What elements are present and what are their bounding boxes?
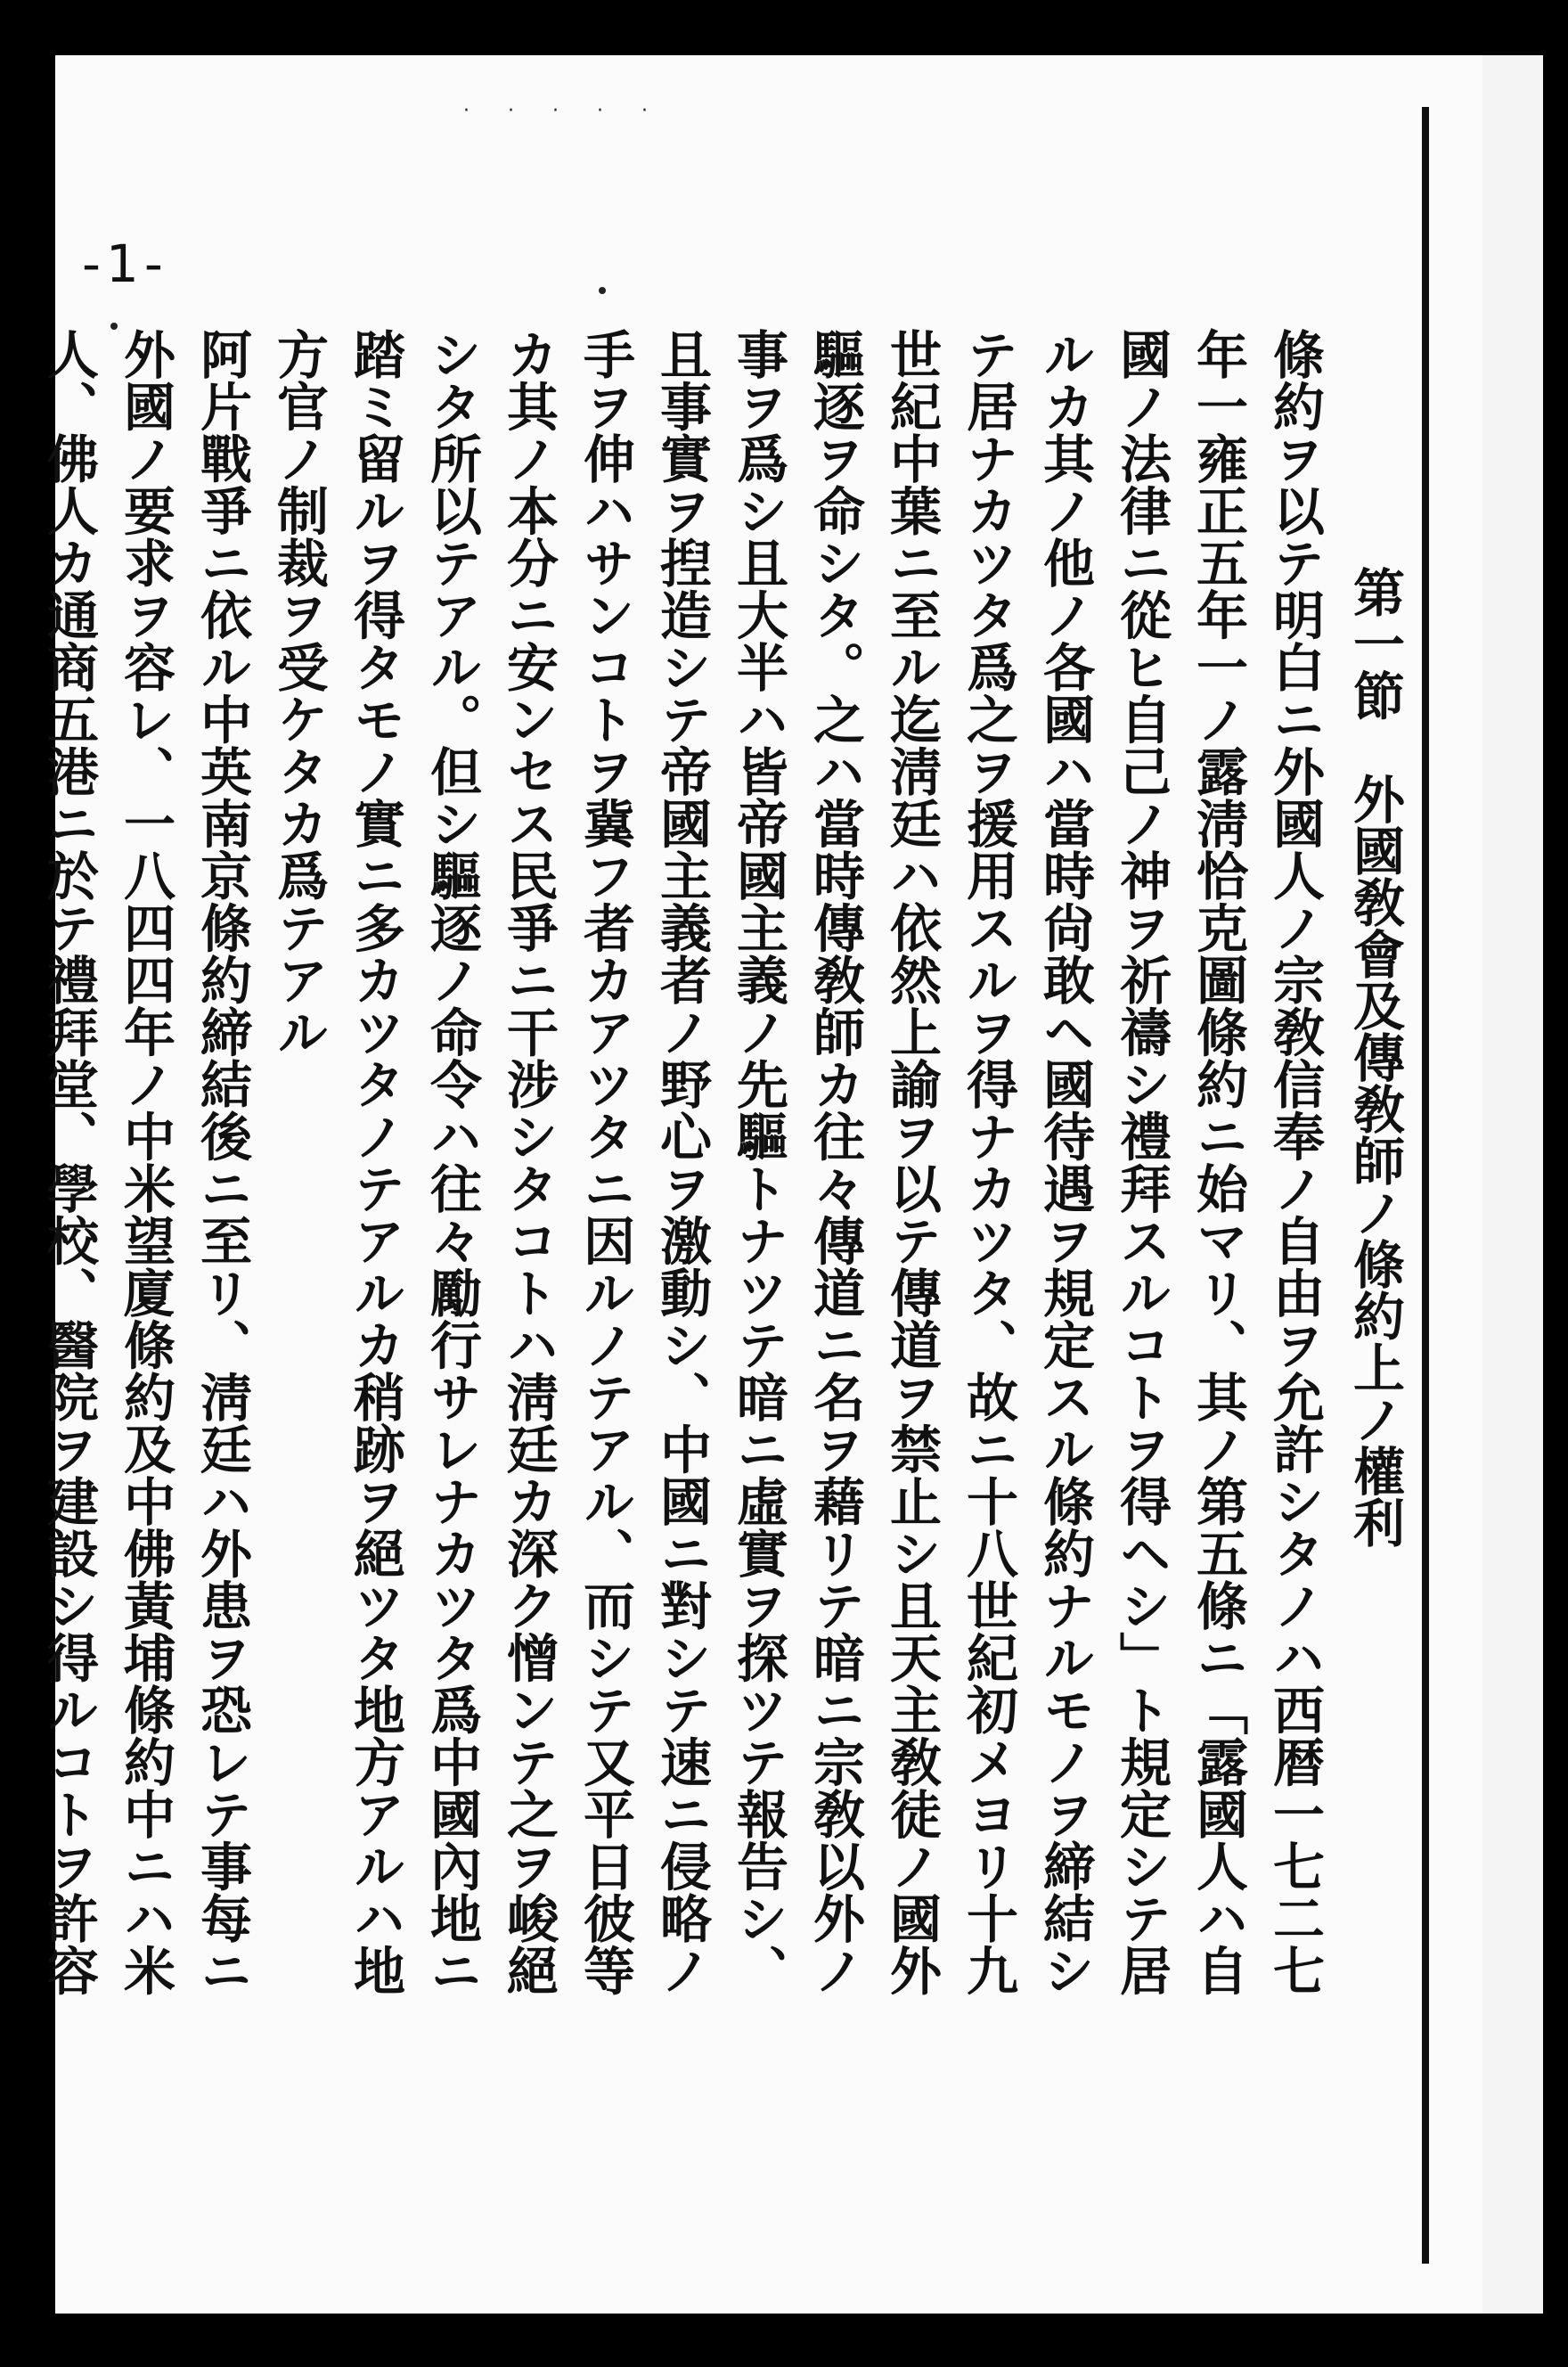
page-number: -1- xyxy=(82,233,168,294)
page-margin xyxy=(1482,55,1543,2314)
section-heading: 第一節 外國敎會及傳敎師ノ條約上ノ權利 xyxy=(1344,566,1405,1548)
text-column: シタ所以テアル。但シ驅逐ノ命令ハ往々勵行サレナカツタ爲中國內地ニ xyxy=(421,328,482,1996)
text-column: 阿片戰爭ニ依ル中英南京條約締結後ニ至リ、淸廷ハ外患ヲ恐レテ事每ニ xyxy=(192,328,252,1996)
text-column: 外國ノ要求ヲ容レ、一八四四年ノ中米望廈條約及中佛黃埔條約中ニハ米 xyxy=(115,328,176,1996)
text-column: 手ヲ伸ハサンコトヲ冀フ者カアツタニ因ルノテアル、而シテ又平日彼等 xyxy=(575,328,635,1996)
text-column: カ其ノ本分ニ安ンセス民爭ニ干涉シタコトハ淸廷カ深ク憎ンテ之ヲ峻絕 xyxy=(498,328,559,1996)
scan-speckle: · · · · · xyxy=(463,100,664,122)
text-column: 條約ヲ以テ明白ニ外國人ノ宗敎信奉ノ自由ヲ允許シタノハ西暦一七二七 xyxy=(1264,328,1325,1996)
text-column: 國ノ法律ニ從ヒ自己ノ神ヲ祈禱シ禮拜スルコトヲ得ヘシ」ト規定シテ居 xyxy=(1111,328,1172,1996)
text-column: 世紀中葉ニ至ル迄淸廷ハ依然上諭ヲ以テ傳道ヲ禁止シ且天主敎徒ノ國外 xyxy=(881,328,942,1996)
text-column: テ居ナカツタ爲之ヲ援用スルヲ得ナカツタ、故ニ十八世紀初メヨリ十九 xyxy=(958,328,1018,1996)
scan-dot xyxy=(599,287,606,294)
text-column: ルカ其ノ他ノ各國ハ當時尙敢ヘ國待遇ヲ規定スル條約ナルモノヲ締結シ xyxy=(1034,328,1095,1996)
text-column: 且事實ヲ揑造シテ帝國主義者ノ野心ヲ激動シ、中國ニ對シテ速ニ侵略ノ xyxy=(651,328,712,1996)
text-column: 踏ミ留ルヲ得タモノ實ニ多カツタノテアルカ稍跡ヲ絕ツタ地方アルハ地 xyxy=(345,328,405,1996)
text-column: 方官ノ制裁ヲ受ケタカ爲テアル xyxy=(268,328,329,1058)
text-column: 事ヲ爲シ且大半ハ皆帝國主義ノ先驅トナツテ暗ニ虛實ヲ探ツテ報告シ、 xyxy=(728,328,788,1996)
binding-edge-line xyxy=(1422,107,1429,2264)
text-column: 年一雍正五年一ノ露淸恰克圖條約ニ始マリ、其ノ第五條ニ「露國人ハ自 xyxy=(1188,328,1248,1996)
text-column: 驅逐ヲ命シタ。之ハ當時傳敎師カ往々傳道ニ名ヲ藉リテ暗ニ宗敎以外ノ xyxy=(804,328,865,1996)
text-column: 人、佛人カ通商五港ニ於テ禮拜堂、學校、醫院ヲ建設シ得ルコトヲ許容 xyxy=(38,328,99,1996)
